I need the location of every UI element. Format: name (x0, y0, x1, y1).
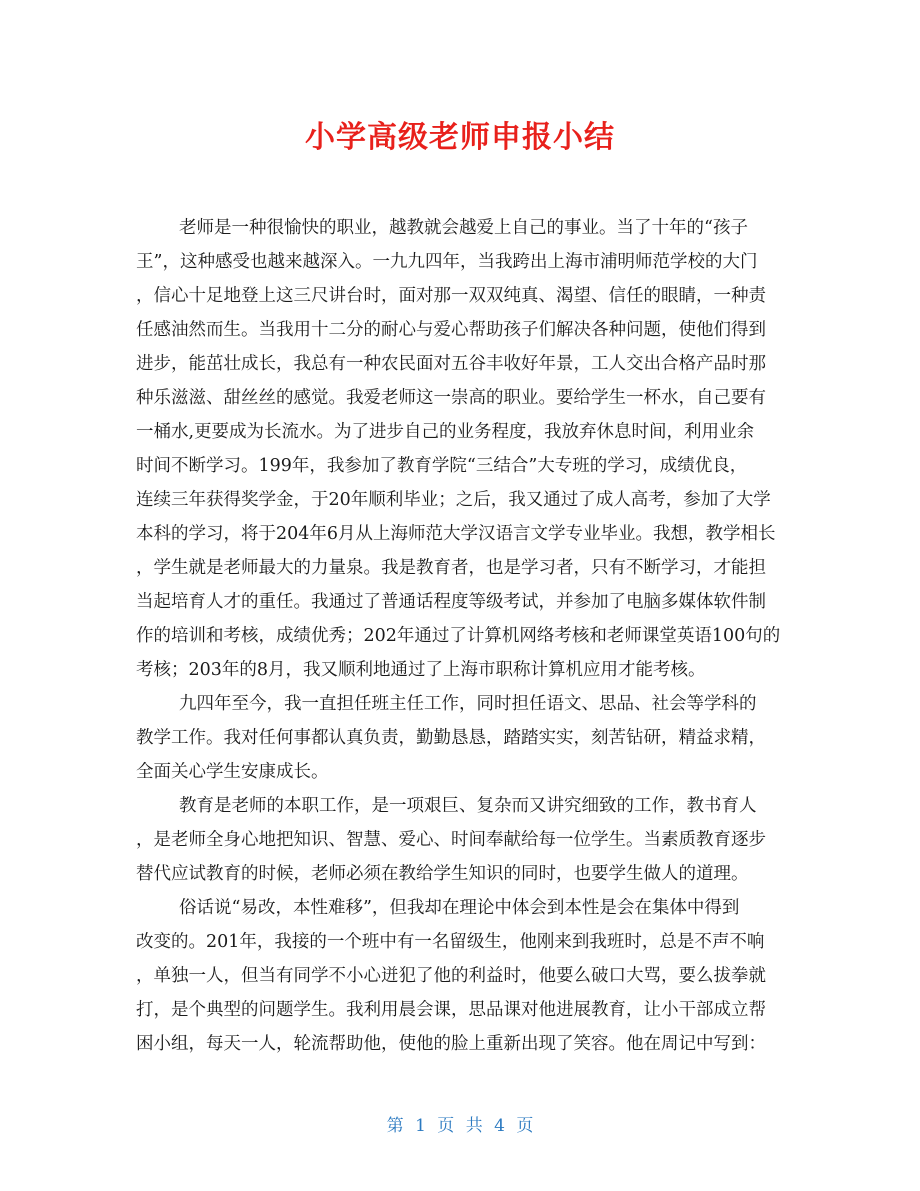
paragraph-2-line-1: 九四年至今，我一直担任班主任工作，同时担任语文、思品、社会等学科的 (179, 694, 757, 714)
paragraph-1-line-9: 连续三年获得奖学金，于20年顺利毕业；之后，我又通过了成人高考，参加了大学 (136, 490, 771, 510)
paragraph-4-line-3: ，单独一人，但当有同学不小心迸犯了他的利益时，他要么破口大骂，要么拔拳就 (136, 966, 766, 986)
paragraph-1-line-12: 当起培育人才的重任。我通过了普通话程度等级考试，并参加了电脑多媒体软件制 (136, 592, 766, 612)
page-number-footer: 第 1 页 共 4 页 (386, 1116, 534, 1136)
paragraph-1-line-8: 时间不断学习。199年，我参加了教育学院“三结合”大专班的学习，成绩优良， (136, 456, 748, 476)
paragraph-1-line-3: ，信心十足地登上这三尺讲台时，面对那一双双纯真、渴望、信任的眼睛，一种责 (136, 286, 766, 306)
paragraph-1-line-2: 王”，这种感受也越来越深入。一九九四年，当我跨出上海市浦明师范学校的大门 (136, 252, 758, 272)
document-title: 小学高级老师申报小结 (305, 120, 615, 155)
paragraph-4-line-4: 打，是个典型的问题学生。我利用晨会课，思品课对他进展教育，让小干部成立帮 (136, 1000, 766, 1020)
paragraph-1-line-10: 本科的学习，将于204年6月从上海师范大学汉语言文学专业毕业。我想，教学相长 (136, 524, 776, 544)
paragraph-2-line-2: 教学工作。我对任何事都认真负责，勤勤恳恳，踏踏实实，刻苦钻研，精益求精， (136, 728, 766, 748)
paragraph-3-line-3: 替代应试教育的时候，老师必须在教给学生知识的同时，也要学生做人的道理。 (136, 864, 749, 884)
paragraph-4-line-2: 改变的。201年，我接的一个班中有一名留级生，他刚来到我班时，总是不声不响 (136, 932, 765, 952)
document-body (136, 211, 786, 1061)
paragraph-1-line-4: 任感油然而生。当我用十二分的耐心与爱心帮助孩子们解决各种问题，使他们得到 (136, 320, 766, 340)
paragraph-1-line-14: 考核；203年的8月，我又顺利地通过了上海市职称计算机应用才能考核。 (136, 660, 706, 680)
paragraph-1-line-13: 作的培训和考核，成绩优秀；202年通过了计算机网络考核和老师课堂英语100句的 (136, 626, 781, 646)
paragraph-3-line-2: ，是老师全身心地把知识、智慧、爱心、时间奉献给每一位学生。当素质教育逐步 (136, 830, 766, 850)
paragraph-4-line-1: 俗话说“易改，本性难移”，但我却在理论中体会到本性是会在集体中得到 (179, 898, 740, 918)
paragraph-1-line-11: ，学生就是老师最大的力量泉。我是教育者，也是学习者，只有不断学习，才能担 (136, 558, 766, 578)
paragraph-4-line-5: 困小组，每天一人，轮流帮助他，使他的脸上重新出现了笑容。他在周记中写到： (136, 1034, 766, 1054)
paragraph-1-line-7: 一桶水,更要成为长流水。为了进步自己的业务程度，我放弃休息时间，利用业余 (136, 422, 755, 442)
paragraph-1-line-5: 进步，能茁壮成长，我总有一种农民面对五谷丰收好年景，工人交出合格产品时那 (136, 354, 766, 374)
paragraph-1-line-1: 老师是一种很愉快的职业，越教就会越爱上自己的事业。当了十年的“孩子 (179, 218, 748, 238)
paragraph-2-line-3: 全面关心学生安康成长。 (136, 762, 329, 782)
paragraph-1-line-6: 种乐滋滋、甜丝丝的感觉。我爱老师这一崇高的职业。要给学生一杯水，自己要有 (136, 388, 766, 408)
paragraph-3-line-1: 教育是老师的本职工作，是一项艰巨、复杂而又讲究细致的工作，教书育人 (179, 796, 757, 816)
